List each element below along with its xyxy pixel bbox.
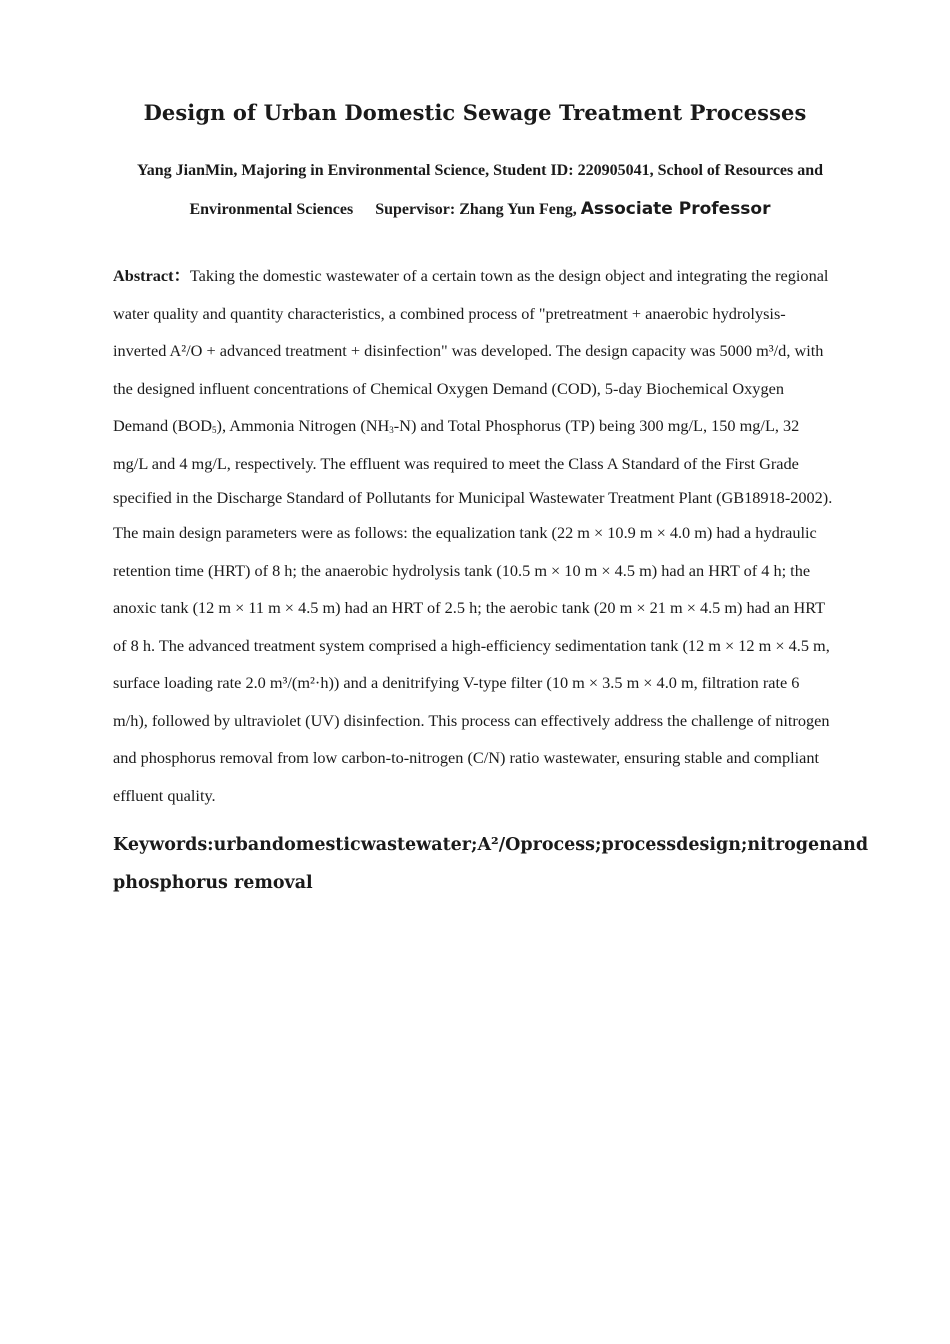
abstract-line: water quality and quantity characteristics, a combined process of "pretreatment + anaerobic hydrolysis- bbox=[113, 303, 786, 323]
abstract-line: effluent quality. bbox=[113, 785, 216, 805]
abstract-line: mg/L and 4 mg/L, respectively. The effluent was required to meet the Class A Standard of the First Grade bbox=[113, 453, 799, 473]
abstract-line: m/h), followed by ultraviolet (UV) disinfection. This process can effectively address the challenge of nitrogen bbox=[113, 710, 830, 730]
affiliation-text: Environmental Sciences bbox=[189, 201, 354, 218]
abstract-text: -N) and Total Phosphorus (TP) being 300 mg/L, 150 mg/L, 32 bbox=[393, 416, 800, 435]
keyword-word: and bbox=[831, 835, 869, 855]
abstract-line bbox=[113, 257, 861, 295]
abstract-line: specified in the Discharge Standard of Pollutants for Municipal Wastewater Treatment Plant (GB18918-2002). bbox=[113, 488, 833, 507]
abstract-line: inverted A²/O + advanced treatment + disinfection" was developed. The design capacity was 5000 m³/d, with bbox=[113, 341, 824, 360]
abstract-line: surface loading rate 2.0 m³/(m²·h)) and a denitrifying V-type filter (10 m × 3.5 m × 4.0 m, filtration rate 6 bbox=[113, 673, 800, 692]
keyword-word: domestic bbox=[271, 835, 361, 855]
abstract-text: ), Ammonia Nitrogen (NH bbox=[216, 416, 390, 435]
author-block bbox=[100, 152, 860, 229]
abstract-line: of 8 h. The advanced treatment system comprised a high-efficiency sedimentation tank (12 m × 12 m × 4.5 m, bbox=[113, 635, 830, 655]
keyword-word: urban bbox=[213, 835, 272, 855]
abstract-line: and phosphorus removal from low carbon-to-nitrogen (C/N) ratio wastewater, ensuring stable and compliant bbox=[113, 748, 820, 767]
abstract-label: Abstract： bbox=[113, 266, 190, 285]
author-line-2 bbox=[100, 190, 860, 229]
abstract-line: retention time (HRT) of 8 h; the anaerobic hydrolysis tank (10.5 m × 10 m × 4.5 m) had an HRT of 4 h; the bbox=[113, 560, 811, 580]
abstract-line: the designed influent concentrations of Chemical Oxygen Demand (COD), 5-day Biochemical Oxygen bbox=[113, 378, 784, 398]
keyword-word: wastewater; bbox=[360, 835, 478, 855]
keywords-block bbox=[113, 826, 869, 902]
keywords-line-2: phosphorus removal bbox=[113, 873, 313, 893]
abstract-block bbox=[113, 257, 861, 814]
abstract-line: anoxic tank (12 m × 11 m × 4.5 m) had an HRT of 2.5 h; the aerobic tank (20 m × 21 m × 4.5 m) had an HRT bbox=[113, 598, 826, 617]
supervisor-title: Associate Professor bbox=[580, 199, 771, 219]
keyword-word: A²/O bbox=[477, 835, 521, 855]
abstract-line bbox=[113, 407, 861, 445]
paper-title: Design of Urban Domestic Sewage Treatment Processes bbox=[143, 100, 807, 125]
abstract-text: Demand (BOD bbox=[113, 416, 213, 435]
keyword-word: process; bbox=[520, 835, 602, 855]
keyword-word: nitrogen bbox=[747, 835, 832, 855]
keywords-line-1 bbox=[113, 826, 869, 864]
nh-subscript: 3 bbox=[389, 425, 394, 435]
supervisor-label: Supervisor: Zhang Yun Feng, bbox=[375, 201, 577, 218]
abstract-text: Taking the domestic wastewater of a certain town as the design object and integrating the regional bbox=[189, 266, 829, 285]
bod-subscript: 5 bbox=[212, 425, 217, 435]
keywords-label: Keywords: bbox=[113, 835, 214, 855]
keyword-word: process bbox=[601, 835, 677, 855]
abstract-line: The main design parameters were as follows: the equalization tank (22 m × 10.9 m × 4.0 m) had a hydraulic bbox=[113, 523, 817, 542]
author-line-1: Yang JianMin, Majoring in Environmental Science, Student ID: 220905041, School of Resources and bbox=[136, 162, 824, 179]
keyword-word: design; bbox=[676, 835, 748, 855]
